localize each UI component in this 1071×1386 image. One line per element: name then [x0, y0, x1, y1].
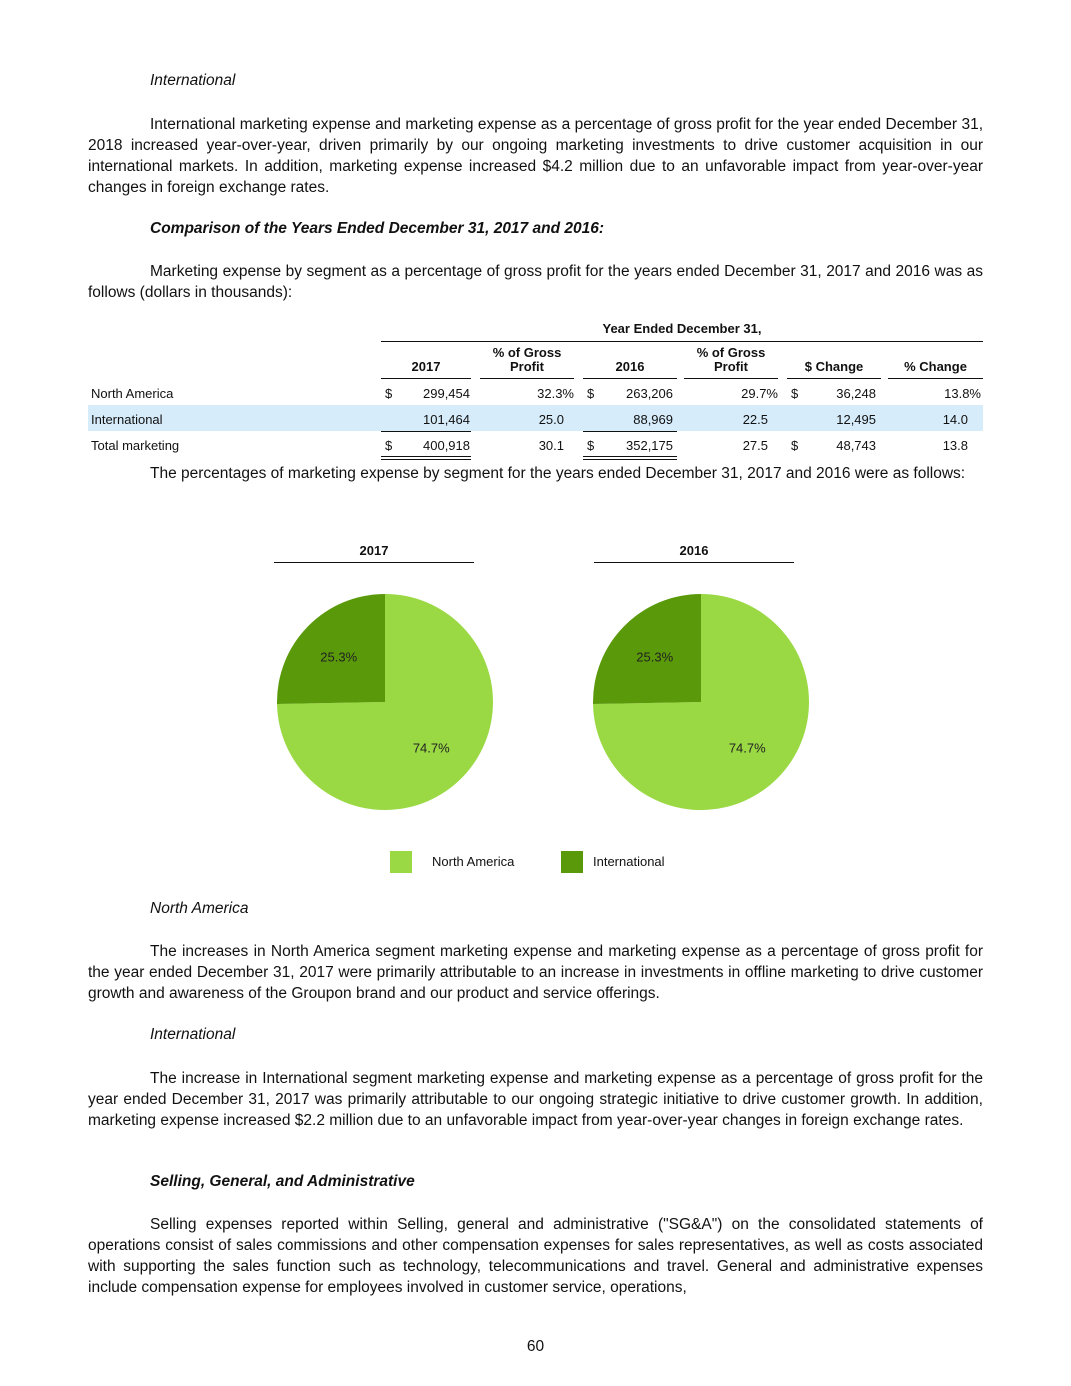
- pie-title-2017: 2017: [359, 543, 389, 558]
- row-label-total-marketing: Total marketing: [91, 438, 180, 453]
- value-pct-change: 13.8: [942, 438, 968, 453]
- header-pct-gross-2-line2: Profit: [714, 359, 748, 374]
- pie-title-rule: [274, 562, 474, 563]
- north-america-paragraph: The increases in North America segment marketing expense and marketing expense as a percentage of gross profit for the year ended December 31, 2017 were primarily attributable to an increase in investments in offline marketing to drive customer growth and awareness of the Groupon brand and our product and service offerings.: [88, 943, 983, 1002]
- header-dollar-change: $ Change: [804, 359, 864, 374]
- intl-heading-1: International: [150, 72, 236, 89]
- value-pct-change: 14.0: [942, 412, 968, 427]
- currency-symbol: $: [587, 386, 595, 401]
- pct-gross-2016: 29.7%: [741, 386, 778, 401]
- intl-heading-2: International: [150, 1026, 236, 1043]
- intl-paragraph-1: International marketing expense and marketing expense as a percentage of gross profit for the year ended December 31, 2018 increased year-over-year, driven primarily by our ongoing marketing investments to drive customer acquisition in our international markets. In addition, marketing expense increased $4.2 million due to an unfavorable impact from year-over-year changes in foreign exchange rates.: [88, 116, 983, 196]
- header-underline: [583, 378, 677, 379]
- currency-symbol: $: [385, 386, 393, 401]
- value-change: 48,743: [836, 438, 876, 453]
- pie-data-label: 74.7%: [728, 740, 766, 756]
- header-pct-gross-2-line1: % of Gross: [696, 345, 766, 360]
- comparison-paragraph: Marketing expense by segment as a percentage of gross profit for the years ended December 31, 2017 and 2016 was as follows (dollars in thousands):: [88, 263, 983, 301]
- row-label-north-america: North America: [91, 386, 174, 401]
- header-pct-gross-1-line2: Profit: [510, 359, 544, 374]
- currency-symbol: $: [385, 438, 393, 453]
- pie-chart-2017: [277, 594, 493, 810]
- legend-swatch-north-america: [390, 851, 412, 873]
- subtotal-rule: [381, 431, 471, 432]
- table-super-header: Year Ended December 31,: [602, 321, 762, 336]
- pie-data-label: 74.7%: [412, 740, 450, 756]
- header-2017: 2017: [411, 359, 441, 374]
- value-change: 36,248: [836, 386, 876, 401]
- row-label-international: International: [91, 412, 163, 427]
- header-underline: [684, 378, 778, 379]
- total-double-rule: [381, 456, 471, 457]
- pct-gross-2016: 22.5: [742, 412, 768, 427]
- page-number: 60: [526, 1338, 545, 1355]
- sga-heading: Selling, General, and Administrative: [150, 1173, 415, 1190]
- table-rule: [381, 341, 983, 342]
- value-2016: 263,206: [626, 386, 673, 401]
- pie-data-label: 25.3%: [320, 649, 358, 665]
- value-2017: 299,454: [423, 386, 470, 401]
- total-double-rule: [583, 456, 677, 457]
- intl-paragraph-2: The increase in International segment marketing expense and marketing expense as a percentage of gross profit for the year ended December 31, 2017 was primarily attributable to our ongoing strategic initiative to drive customer growth. In addition, marketing expense increased $2.2 million due to an unfavorable impact from year-over-year changes in foreign exchange rates.: [88, 1070, 983, 1129]
- header-pct-gross-1-line1: % of Gross: [492, 345, 562, 360]
- north-america-heading: North America: [150, 900, 249, 917]
- currency-symbol: $: [791, 438, 799, 453]
- pie-charts: [0, 580, 1071, 840]
- pct-gross-2017: 30.1: [538, 438, 564, 453]
- subtotal-rule: [583, 431, 677, 432]
- currency-symbol: $: [791, 386, 799, 401]
- pie-title-2016: 2016: [679, 543, 709, 558]
- value-2017: 400,918: [423, 438, 470, 453]
- pie-data-label: 25.3%: [636, 649, 674, 665]
- header-underline: [888, 378, 983, 379]
- pie-intro-paragraph: The percentages of marketing expense by segment for the years ended December 31, 2017 and 2016 were as follows:: [150, 465, 966, 482]
- value-change: 12,495: [836, 412, 876, 427]
- legend-label-north-america: North America: [432, 854, 515, 869]
- value-2017: 101,464: [423, 412, 470, 427]
- pie-chart-2016: [593, 594, 809, 810]
- total-double-rule: [583, 459, 677, 460]
- value-2016: 352,175: [626, 438, 673, 453]
- value-pct-change: 13.8%: [944, 386, 981, 401]
- header-underline: [381, 378, 471, 379]
- header-2016: 2016: [615, 359, 645, 374]
- header-underline: [787, 378, 881, 379]
- legend-label-international: International: [593, 854, 665, 869]
- comparison-heading: Comparison of the Years Ended December 31, 2017 and 2016:: [150, 220, 604, 237]
- pie-title-rule: [594, 562, 794, 563]
- pct-gross-2017: 32.3%: [537, 386, 574, 401]
- header-pct-change: % Change: [904, 359, 967, 374]
- currency-symbol: $: [587, 438, 595, 453]
- legend-swatch-international: [561, 851, 583, 873]
- value-2016: 88,969: [633, 412, 673, 427]
- header-underline: [480, 378, 574, 379]
- total-double-rule: [381, 459, 471, 460]
- sga-paragraph: Selling expenses reported within Selling, general and administrative ("SG&A") on the consolidated statements of operations consist of sales commissions and other compensation expenses for sales representatives, as well as costs associated with supporting the sales function such as technology, telecommunications and travel. General and administrative expenses include compensation expense for employees involved in customer service, operations,: [88, 1216, 983, 1296]
- pct-gross-2016: 27.5: [742, 438, 768, 453]
- pct-gross-2017: 25.0: [538, 412, 564, 427]
